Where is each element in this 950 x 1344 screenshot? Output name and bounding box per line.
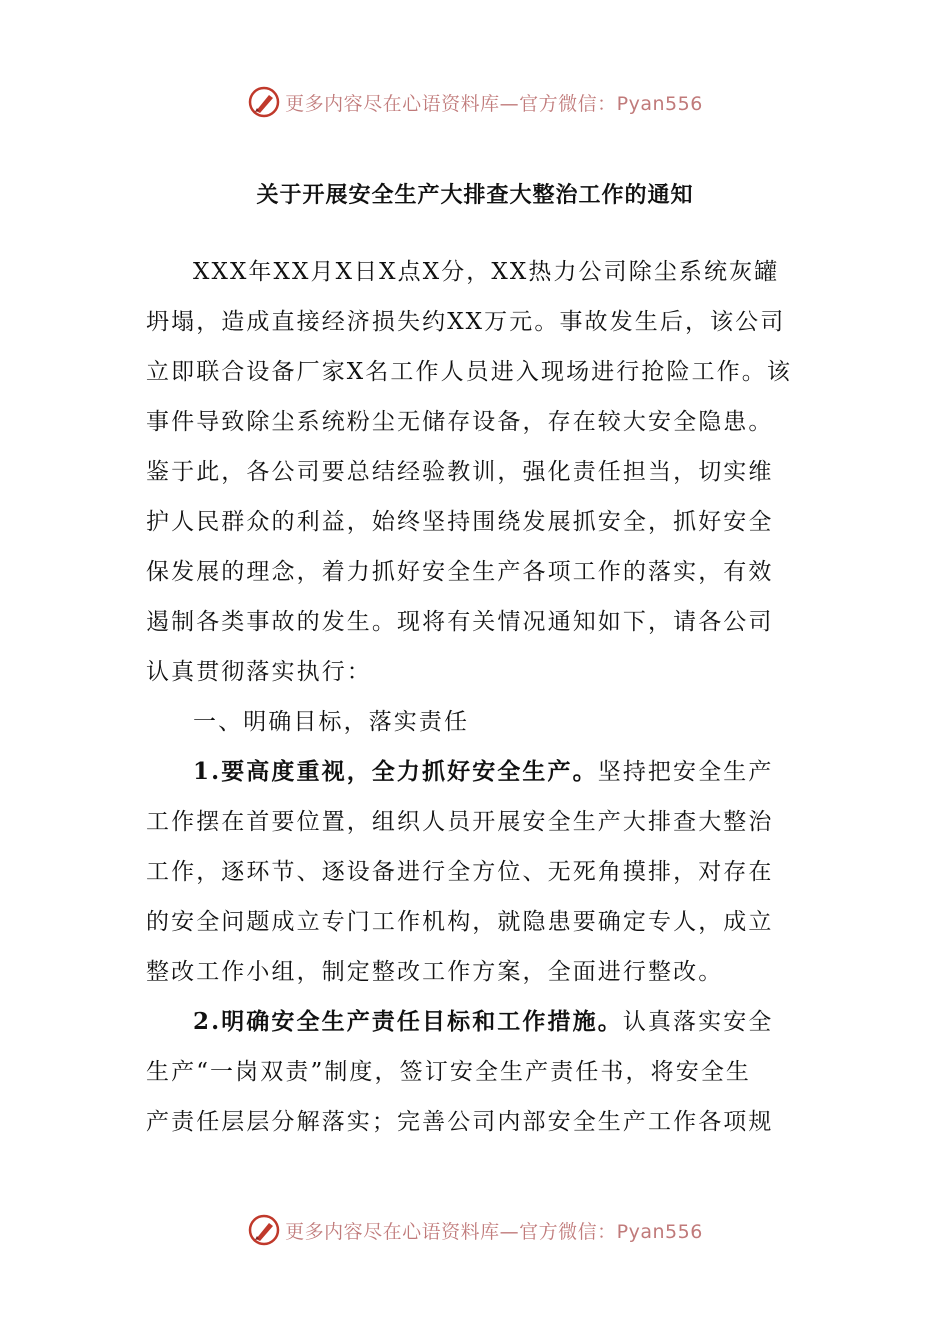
paragraph-line: 的安全问题成立专门工作机构，就隐患要确定专人，成立 [146, 909, 774, 935]
paragraph-line: 整改工作小组，制定整改工作方案，全面进行整改。 [146, 959, 724, 985]
item-1-first-line [193, 755, 853, 789]
paragraph-line: 立即联合设备厂家X名工作人员进入现场进行抢险工作。该 [146, 359, 792, 385]
paragraph-line: 保发展的理念，着力抓好安全生产各项工作的落实，有效 [146, 559, 774, 585]
pen-logo-icon [247, 85, 281, 119]
watermark-text: 更多内容尽在心语资料库—官方微信：Pyan556 [285, 92, 703, 115]
paragraph-line: XXX年XX月X日X点X分，XX热力公司除尘系统灰罐 [193, 259, 780, 285]
watermark-text: 更多内容尽在心语资料库—官方微信：Pyan556 [285, 1220, 703, 1243]
paragraph-line: 遏制各类事故的发生。现将有关情况通知如下，请各公司 [146, 609, 774, 635]
item-2-heading: 2.明确安全生产责任目标和工作措施。 [193, 1008, 623, 1035]
item-1-heading: 1.要高度重视，全力抓好安全生产。 [193, 758, 598, 785]
paragraph-line: 产责任层层分解落实；完善公司内部安全生产工作各项规 [146, 1109, 774, 1135]
paragraph-line: 认真贯彻落实执行： [146, 659, 372, 685]
paragraph-line: 工作，逐环节、逐设备进行全方位、无死角摸排，对存在 [146, 859, 774, 885]
section-heading: 一、明确目标，落实责任 [193, 709, 470, 735]
paragraph-line: 鉴于此，各公司要总结经验教训，强化责任担当，切实维 [146, 459, 774, 485]
paragraph-line: 坍塌，造成直接经济损失约XX万元。事故发生后，该公司 [146, 309, 786, 335]
item-2-first-line [193, 1005, 853, 1039]
watermark-header [0, 82, 950, 122]
paragraph-line: 工作摆在首要位置，组织人员开展安全生产大排查大整治 [146, 809, 774, 835]
document-title: 关于开展安全生产大排查大整治工作的通知 [256, 182, 694, 208]
paragraph-line: 护人民群众的利益，始终坚持围绕发展抓安全，抓好安全 [146, 509, 774, 535]
item-1-text: 坚持把安全生产 [597, 759, 774, 785]
paragraph-line: 事件导致除尘系统粉尘无储存设备，存在较大安全隐患。 [146, 409, 774, 435]
item-2-text: 认真落实安全 [622, 1009, 774, 1035]
paragraph-line: 生产“一岗双责”制度，签订安全生产责任书，将安全生 [146, 1059, 752, 1085]
watermark-footer [0, 1210, 950, 1250]
pen-logo-icon [247, 1213, 281, 1247]
